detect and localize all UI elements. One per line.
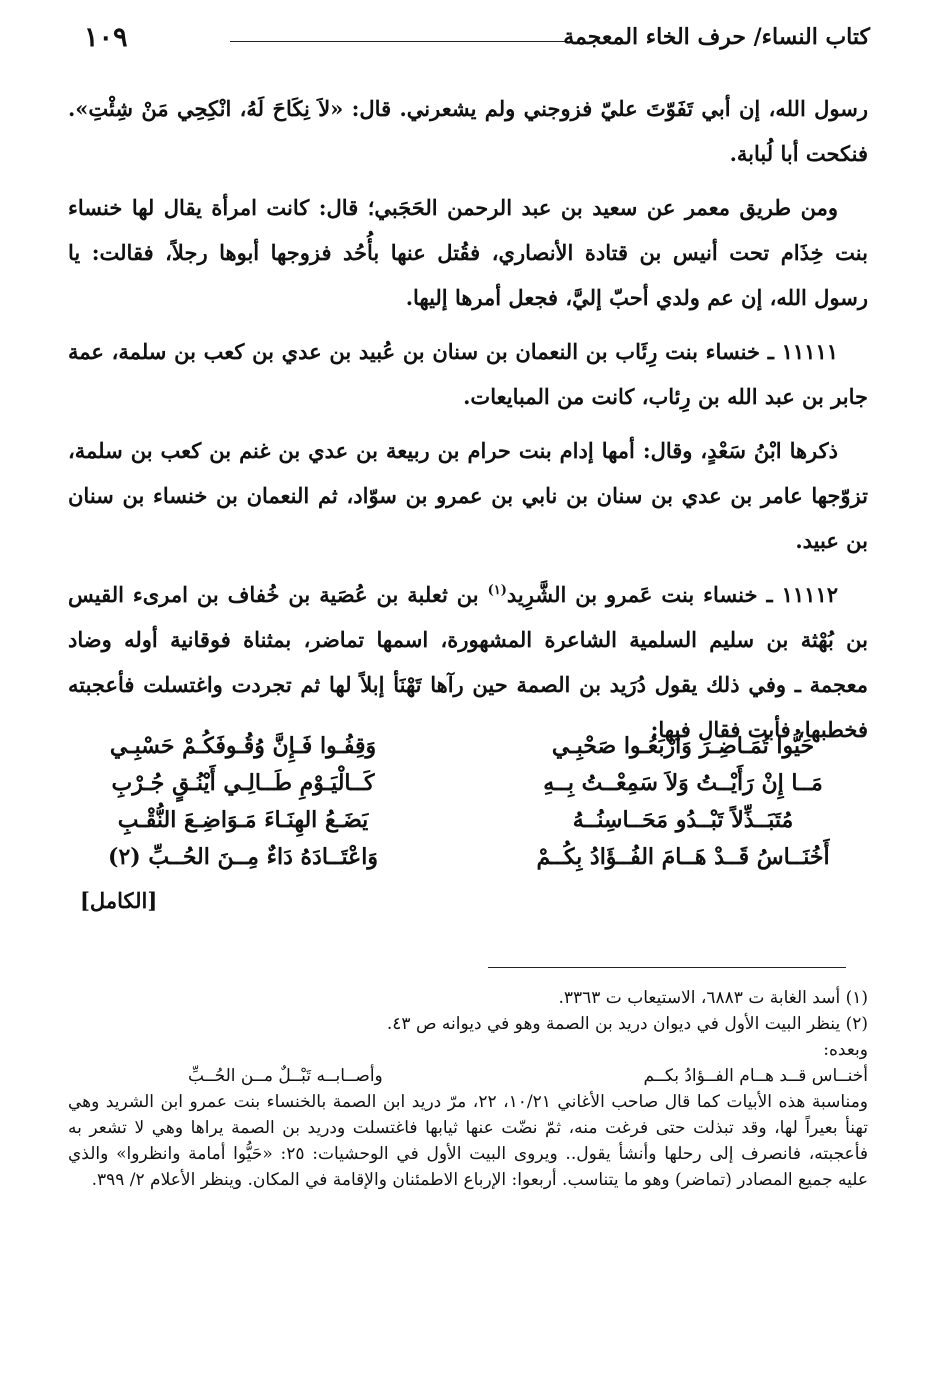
verse-first-hemistich: مَــا إِنْ رَأَيْــتُ وَلاَ سَمِعْــتُ بِــهِ xyxy=(543,770,823,796)
paragraph: رسول الله، إن أبي تَفَوّتَ عليّ فزوجني ولم يشعرني. قال: «لاَ نِكَاحَ لَهُ، انْكِحِي مَنْ شِئْتِ». فنكحت أبا لُبابة. xyxy=(68,96,868,166)
poem-meter: [الكامل] xyxy=(80,888,158,913)
paragraph: ذكرها ابْنُ سَعْدٍ، وقال: أمها إدام بنت حرام بن ربيعة بن عدي بن غنم بن كعب بن سلمة، تزوّجها عامر بن عدي بن سنان بن نابي بن عمرو بن سوّاد، ثم النعمان بن خنساء بن سنان بن عبيد. xyxy=(68,438,868,553)
poem-verse xyxy=(63,802,863,839)
page-header xyxy=(80,22,870,58)
verse-first-hemistich: حَيُّوا تُمَـاضِـرَ وَارْبَعُـوا صَحْبِـي xyxy=(551,733,815,759)
entry-11112 xyxy=(68,572,868,752)
footnote-after-label: وبعده: xyxy=(823,1040,868,1060)
main-text xyxy=(68,86,868,752)
verse-second-hemistich: كَــالْيَـوْمِ طَــالِـي أَيْنُـقٍ جُـرْبِ xyxy=(111,770,375,796)
header-rule xyxy=(230,41,568,42)
footnote-verse-first: أخنــاس قــد هــام الفــؤادُ بكــم xyxy=(643,1066,868,1086)
poem-verse xyxy=(63,728,863,765)
verse-first-hemistich: مُتَبَــذِّلاً تَبْــدُو مَحَــاسِنُــهُ xyxy=(572,807,794,833)
footnote-verse-second: وأصــابــه تَبْــلٌ مــن الحُــبِّ xyxy=(188,1066,383,1086)
page-number: ١٠٩ xyxy=(84,22,128,53)
verse-first-hemistich: أَخُنَــاسُ قَــدْ هَــامَ الفُــؤَادُ بِكُــمْ xyxy=(536,844,830,870)
entry-text: خنساء بنت رِئَاب بن النعمان بن سنان بن عُبيد بن عدي بن كعب بن سلمة، عمة جابر بن عبد الله بن رِئاب، كانت من المبايعات. xyxy=(68,339,868,409)
footnote-marker: (١) xyxy=(487,583,507,598)
verse-second-hemistich: وَاعْتَــادَهُ دَاءٌ مِــنَ الحُــبِّ (٢) xyxy=(108,844,378,870)
footnote-2: (٢) ينظر البيت الأول في ديوان دريد بن الصمة وهو في ديوانه ص ٤٣. xyxy=(386,1014,868,1034)
verse-second-hemistich: يَضَـعُ الهِنَـاءَ مَـوَاضِـعَ النُّقْـبِ xyxy=(117,807,369,833)
entry-number: ١١١١١ ـ xyxy=(767,339,839,364)
running-title: كتاب النساء/ حرف الخاء المعجمة xyxy=(563,24,870,50)
footnote-rule xyxy=(488,967,846,968)
poem xyxy=(63,728,863,876)
poem-verse xyxy=(63,765,863,802)
entry-11111 xyxy=(68,329,868,419)
footnote-verse xyxy=(188,1063,868,1089)
entry-number: ١١١١٢ ـ xyxy=(766,582,839,607)
footnote-2-continuation: ومناسبة هذه الأبيات كما قال صاحب الأغاني ١٠/٢١، ٢٢، مرّ دريد ابن الصمة بالخنساء بنت عمرو ابن الشريد وهي تهنأ بعيراً لها، وقد تبذلت حتى فرغت منه، ثمّ نضّت عنها ثيابها فاغتسلت ودريد بن الصمة يراها وهي لا تشعر به فأعجبته، فانصرف إلى رحلها وأنشأ يقول.. ويروى البيت الأول في الوحشيات: ٢٥: «حَيُّوا أمامة وانظروا» والذي عليه جميع المصادر (تماضر) وهو ما يتناسب. أربعوا: الإرباع الاطمئنان والإقامة في المكان. وينظر الأعلام ٢/ ٣٩٩. xyxy=(68,1092,869,1190)
entry-text: بن ثعلبة بن عُصَية بن خُفاف بن امرىء القيس بن بُهْثة بن سليم السلمية الشاعرة المشهورة، اسمها تماضر، بمثناة فوقانية أوله وضاد معجمة ـ وفي ذلك يقول دُرَيد بن الصمة حين رآها تَهْنَأ إبلاً لها ثم تجردت واغتسلت فأعجبته فخطبها، فأبت فقال فيها: xyxy=(68,582,868,742)
paragraph: ومن طريق معمر عن سعيد بن عبد الرحمن الحَجَبي؛ قال: كانت امرأة يقال لها خنساء بنت خِذَام تحت أنيس بن قتادة الأنصاري، فقُتل عنها بأُحُد فزوجها أبوها رجلاً، فقالت: يا رسول الله، إن عم ولدي أحبّ إليَّ، فجعل أمرها إليها. xyxy=(68,195,868,310)
verse-second-hemistich: وَقِفُـوا فَـإِنَّ وُقُـوفَكُـمْ حَسْبِـي xyxy=(109,733,377,759)
entry-heading: خنساء بنت عَمرو بن الشَّرِيد xyxy=(506,582,758,607)
poem-verse xyxy=(63,839,863,876)
footnote-1: (١) أسد الغابة ت ٦٨٨٣، الاستيعاب ت ٣٣٦٣. xyxy=(558,988,868,1008)
footnotes xyxy=(68,985,868,1193)
